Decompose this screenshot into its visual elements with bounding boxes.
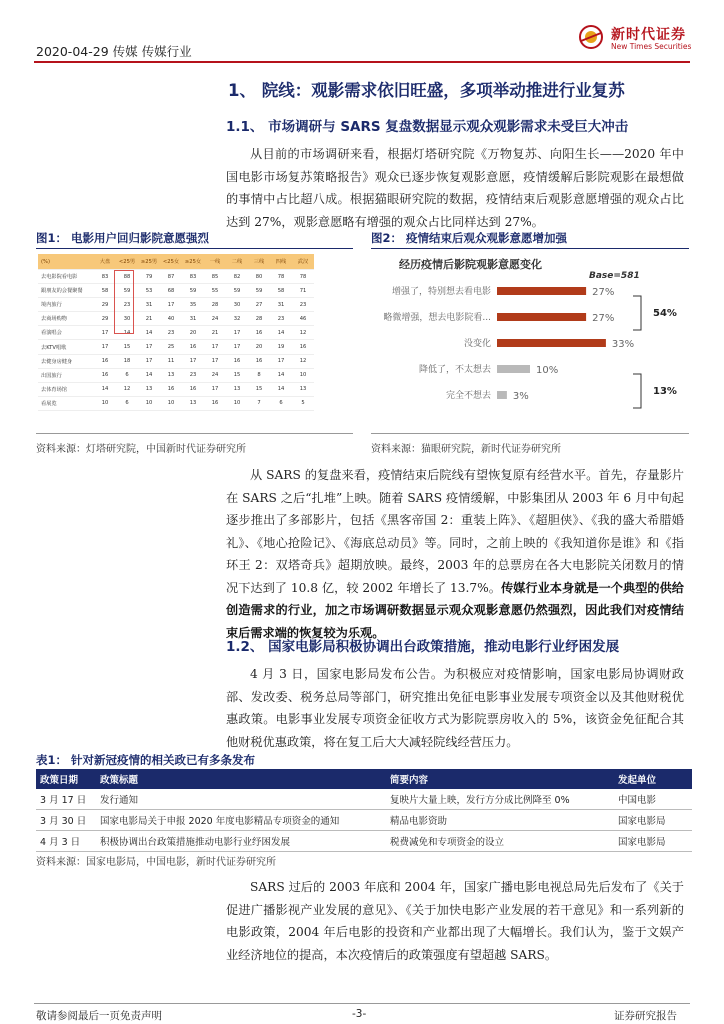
fig1-table-container — [38, 254, 354, 411]
fig1-cell: 16 — [292, 340, 314, 354]
fig2-value-label: 10% — [536, 365, 559, 376]
fig1-cell: 13 — [226, 382, 248, 396]
logo-cn-text: 新时代证券 — [611, 27, 686, 43]
company-logo-icon — [578, 24, 604, 50]
fig1-cell: 58 — [94, 284, 116, 298]
fig1-row-label: 去体育场馆 — [38, 382, 94, 396]
fig2-bracket-bottom-label: 13% — [653, 386, 677, 397]
fig1-cell: 10 — [160, 396, 182, 410]
table1-container — [36, 769, 692, 852]
policy-table-row — [36, 831, 692, 852]
fig1-col-header: 三线 — [248, 254, 270, 270]
fig1-cell: 12 — [292, 354, 314, 368]
policy-cell: 国家电影局 — [614, 810, 692, 831]
fig1-cell: 59 — [226, 284, 248, 298]
fig1-cell: 11 — [160, 354, 182, 368]
fig1-cell: 59 — [116, 284, 138, 298]
fig1-cell: 17 — [204, 340, 226, 354]
fig1-cell: 21 — [138, 312, 160, 326]
fig1-cell: 28 — [204, 298, 226, 312]
fig1-col-header: 武汉 — [292, 254, 314, 270]
policy-cell: 发行通知 — [96, 789, 386, 810]
fig1-cell: 59 — [248, 284, 270, 298]
fig1-cell: 17 — [94, 326, 116, 340]
fig1-row-label: 跟朋友的会餐聚餐 — [38, 284, 94, 298]
policy-cell: 3 月 17 日 — [36, 789, 96, 810]
policy-cell: 国家电影局 — [614, 831, 692, 852]
fig1-bottom-rule — [36, 433, 353, 434]
policy-table-header — [36, 769, 692, 789]
section-1-2-paragraph: 4 月 3 日，国家电影局发布公告。为积极应对疫情影响，国家电影局协调财政部、发改委、税务总局等部门，研究推出免征电影事业发展专项资金以及其他财税优惠政策。电影事业发展专项资金征收方式为影院票房收入的 5%，该资金免征配合其他财税优惠政策，将在复工后大大减轻院线经营压力。 — [226, 667, 684, 749]
fig1-cell: 14 — [270, 382, 292, 396]
fig1-cell: 23 — [182, 368, 204, 382]
fig1-cell: 14 — [138, 326, 160, 340]
fig1-row-label: 去电影院看电影 — [38, 270, 94, 284]
policy-cell: 积极协调出台政策措施推动电影行业纾困发展 — [96, 831, 386, 852]
table1-title: 表1： 针对新冠疫情的相关政已有多条发布 — [36, 753, 256, 767]
fig1-cell: 5 — [292, 396, 314, 410]
fig1-top-rule — [36, 248, 353, 249]
fig1-cell: 87 — [160, 270, 182, 284]
fig1-cell: 7 — [248, 396, 270, 410]
footer-page-number: -3- — [352, 1008, 367, 1020]
fig1-cell: 8 — [248, 368, 270, 382]
fig2-chart — [371, 252, 689, 430]
fig1-cell: 16 — [248, 354, 270, 368]
header-divider — [34, 61, 690, 63]
fig2-category-label: 没变化 — [463, 339, 491, 349]
fig1-row-label: 境内旅行 — [38, 298, 94, 312]
fig1-cell: 31 — [270, 298, 292, 312]
sars-policy-paragraph: SARS 过后的 2003 年底和 2004 年，国家广播电影电视总局先后发布了《关于促进广播影视产业发展的意见》、《关于加快电影产业发展的若干意见》和一系列新的电影政策，2004 年后电影的投资和产业都出现了大幅增长。我们认为，鉴于文娱产业经济地位的提高，本次疫情后的政策强度有望超越 SARS。 — [226, 880, 684, 962]
fig1-cell: 10 — [94, 396, 116, 410]
fig2-bar — [497, 313, 586, 321]
fig2-title: 图2： 疫情结束后观众观影意愿增加强 — [371, 231, 568, 245]
fig1-cell: 10 — [292, 368, 314, 382]
sars-review-paragraph — [226, 464, 684, 644]
fig1-cell: 17 — [138, 354, 160, 368]
policy-col-issuer: 发起单位 — [614, 769, 692, 789]
fig1-row — [38, 326, 314, 340]
policy-cell: 精品电影资助 — [386, 810, 614, 831]
sars-review-conclusion: 传媒行业本身就是一个典型的供给创造需求的行业，加之市场调研数据显示观众观影意愿仍然强烈，因此我们对疫情结束后需求端的恢复较为乐观。 — [226, 580, 684, 640]
fig2-category-label: 略微增强，想去电影院看... — [383, 313, 491, 323]
fig2-source: 资料来源：猫眼研究院，新时代证券研究所 — [371, 444, 561, 455]
fig2-bottom-rule — [371, 433, 689, 434]
fig1-row — [38, 354, 314, 368]
fig1-highlight-box — [114, 270, 134, 334]
fig1-cell: 27 — [248, 298, 270, 312]
fig1-cell: 23 — [116, 298, 138, 312]
policy-cell: 4 月 3 日 — [36, 831, 96, 852]
fig1-cell: 30 — [116, 312, 138, 326]
fig1-cell: 13 — [160, 368, 182, 382]
fig1-cell: 17 — [226, 326, 248, 340]
fig1-cell: 17 — [138, 340, 160, 354]
fig1-cell: 82 — [226, 270, 248, 284]
fig1-cell: 17 — [182, 354, 204, 368]
fig2-bracket-top-label: 54% — [653, 308, 677, 319]
fig1-cell: 21 — [204, 326, 226, 340]
fig1-cell: 6 — [270, 396, 292, 410]
fig2-base-label: Base=581 — [589, 271, 640, 281]
fig1-cell: 29 — [94, 312, 116, 326]
fig1-cell: 16 — [226, 354, 248, 368]
fig2-top-rule — [371, 248, 689, 249]
fig1-row-label: 看展览 — [38, 396, 94, 410]
policy-cell: 3 月 30 日 — [36, 810, 96, 831]
fig1-cell: 40 — [160, 312, 182, 326]
fig1-cell: 17 — [270, 354, 292, 368]
fig1-cell: 80 — [248, 270, 270, 284]
fig1-cell: 13 — [292, 382, 314, 396]
policy-cell: 复映片大量上映，发行方分成比例降至 0% — [386, 789, 614, 810]
fig1-row — [38, 312, 314, 326]
section-1-2-title: 1.2、 国家电影局积极协调出台政策措施，推动电影行业纾困发展 — [226, 639, 620, 655]
fig1-cell: 53 — [138, 284, 160, 298]
fig1-cell: 14 — [138, 368, 160, 382]
fig1-row-label: 去KTV唱歌 — [38, 340, 94, 354]
fig1-cell: 83 — [182, 270, 204, 284]
fig1-table — [38, 254, 314, 411]
fig1-cell: 16 — [248, 326, 270, 340]
fig1-source: 资料来源：灯塔研究院，中国新时代证券研究所 — [36, 444, 246, 455]
fig1-row-label: 看演唱会 — [38, 326, 94, 340]
fig1-cell: 32 — [226, 312, 248, 326]
fig1-cell: 31 — [182, 312, 204, 326]
fig1-row — [38, 340, 314, 354]
fig1-cell: 17 — [204, 354, 226, 368]
fig1-cell: 14 — [116, 326, 138, 340]
footer-divider — [34, 1003, 690, 1004]
fig1-cell: 71 — [292, 284, 314, 298]
section-1-title: 1、 院线：观影需求依旧旺盛，多项举动推进行业复苏 — [228, 81, 625, 100]
fig1-cell: 35 — [182, 298, 204, 312]
fig1-cell: 12 — [116, 382, 138, 396]
fig1-title: 图1： 电影用户回归影院意愿强烈 — [36, 231, 210, 245]
fig1-cell: 15 — [248, 382, 270, 396]
fig1-col-header: ≥25女 — [182, 254, 204, 270]
fig1-cell: 31 — [138, 298, 160, 312]
fig2-value-label: 33% — [611, 339, 635, 350]
fig2-value-label: 27% — [592, 287, 615, 298]
sars-review-text: 从 SARS 的复盘来看，疫情结束后院线有望恢复原有经营水平。首先，存量影片在 SARS 之后“扎堆”上映。随着 SARS 疫情缓解，中影集团从 2003 年 6 月中旬起逐步推出了多部影片，包括《黑客帝国 2：重装上阵》、《超胆侠》、《我的盛大希腊婚礼》、《地心抢险记》、《海底总动员》等。同时，之前上映的《我知道你是谁》和《指环王 2：双塔奇兵》超期放映。最终，2003 年的总票房在各大电影院关闭数月的情况下达到了 10.8 亿，较 2002 年增长了 13.7%。 — [226, 468, 684, 595]
fig2-bar — [497, 365, 530, 373]
fig1-cell: 14 — [94, 382, 116, 396]
fig1-row — [38, 298, 314, 312]
fig1-col-header: ≥25男 — [138, 254, 160, 270]
fig1-cell: 13 — [182, 396, 204, 410]
fig1-cell: 17 — [94, 340, 116, 354]
fig1-col-header: 四线 — [270, 254, 292, 270]
fig1-cell: 24 — [204, 368, 226, 382]
fig1-cell: 14 — [270, 326, 292, 340]
fig2-chart-title: 经历疫情后影院观影意愿变化 — [399, 258, 542, 271]
policy-col-content: 简要内容 — [386, 769, 614, 789]
fig1-cell: 24 — [204, 312, 226, 326]
fig2-bracket-bottom — [633, 374, 641, 408]
fig1-row-label: 去商场购物 — [38, 312, 94, 326]
fig1-cell: 16 — [182, 340, 204, 354]
fig1-row-label: 出国旅行 — [38, 368, 94, 382]
fig1-col-header: 一线 — [204, 254, 226, 270]
fig1-cell: 12 — [292, 326, 314, 340]
logo-en-text: New Times Securities — [611, 42, 692, 51]
fig1-cell: 20 — [182, 326, 204, 340]
fig2-bar — [497, 287, 586, 295]
fig1-col-header: 大盘 — [94, 254, 116, 270]
fig1-cell: 16 — [160, 382, 182, 396]
fig1-cell: 16 — [94, 354, 116, 368]
fig2-category-label: 完全不想去 — [445, 391, 491, 401]
fig1-row-label: 去健身房健身 — [38, 354, 94, 368]
fig2-category-label: 增强了，特别想去看电影 — [391, 287, 491, 297]
fig1-cell: 15 — [116, 340, 138, 354]
fig1-cell: 23 — [292, 298, 314, 312]
policy-cell: 中国电影 — [614, 789, 692, 810]
fig1-cell: 16 — [204, 396, 226, 410]
fig1-cell: 13 — [138, 382, 160, 396]
section-1-1-paragraph: 从目前的市场调研来看，根据灯塔研究院《万物复苏、向阳生长——2020 年中国电影市场复苏策略报告》观众已逐步恢复观影意愿，疫情缓解后影院观影在最想做的事情中占比超八成。根据猫眼研究院的数据，疫情结束后观影意愿增强的观众占比达到 27%，观影意愿略有增强的观众占比同样达到 27%。 — [226, 147, 684, 229]
policy-col-title: 政策标题 — [96, 769, 386, 789]
fig1-cell: 59 — [182, 284, 204, 298]
fig1-cell: 20 — [248, 340, 270, 354]
fig1-cell: 17 — [160, 298, 182, 312]
fig1-col-header: (%) — [38, 254, 94, 270]
section-1-1-title: 1.1、 市场调研与 SARS 复盘数据显示观众观影需求未受巨大冲击 — [226, 119, 629, 135]
fig1-cell: 28 — [248, 312, 270, 326]
fig1-col-header: 二线 — [226, 254, 248, 270]
fig1-row — [38, 396, 314, 410]
header-date-industry: 2020-04-29 传媒 传媒行业 — [36, 44, 192, 59]
fig1-cell: 17 — [226, 340, 248, 354]
policy-cell: 税费减免和专项资金的设立 — [386, 831, 614, 852]
fig1-cell: 16 — [94, 368, 116, 382]
fig1-cell: 79 — [138, 270, 160, 284]
policy-col-date: 政策日期 — [36, 769, 96, 789]
fig1-cell: 85 — [204, 270, 226, 284]
fig2-value-label: 27% — [592, 313, 615, 324]
fig1-cell: 17 — [204, 382, 226, 396]
policy-table-row — [36, 789, 692, 810]
policy-cell: 国家电影局关于申报 2020 年度电影精品专项资金的通知 — [96, 810, 386, 831]
policy-table-row — [36, 810, 692, 831]
fig1-cell: 55 — [204, 284, 226, 298]
fig1-cell: 78 — [270, 270, 292, 284]
fig1-col-header: <25女 — [160, 254, 182, 270]
fig2-category-label: 降低了，不太想去 — [418, 365, 491, 375]
table1-source: 资料来源：国家电影局，中国电影，新时代证券研究所 — [36, 857, 276, 868]
fig1-row — [38, 382, 314, 396]
fig1-cell: 6 — [116, 368, 138, 382]
fig1-cell: 23 — [160, 326, 182, 340]
fig1-cell: 83 — [94, 270, 116, 284]
fig1-cell: 6 — [116, 396, 138, 410]
fig1-row — [38, 368, 314, 382]
fig1-cell: 46 — [292, 312, 314, 326]
fig1-cell: 58 — [270, 284, 292, 298]
fig1-cell: 30 — [226, 298, 248, 312]
fig2-value-label: 3% — [512, 391, 529, 402]
fig1-cell: 25 — [160, 340, 182, 354]
fig1-cell: 15 — [226, 368, 248, 382]
fig2-bracket-top — [633, 296, 641, 330]
fig1-row — [38, 284, 314, 298]
fig1-cell: 18 — [116, 354, 138, 368]
fig1-cell: 10 — [138, 396, 160, 410]
fig1-cell: 88 — [116, 270, 138, 284]
fig2-bar — [497, 391, 507, 399]
footer-disclaimer: 敬请参阅最后一页免责声明 — [36, 1010, 162, 1022]
fig1-cell: 10 — [226, 396, 248, 410]
footer-report-type: 证券研究报告 — [614, 1010, 677, 1022]
fig1-col-header: <25男 — [116, 254, 138, 270]
fig1-cell: 23 — [270, 312, 292, 326]
fig1-cell: 29 — [94, 298, 116, 312]
fig1-cell: 68 — [160, 284, 182, 298]
fig1-row — [38, 270, 314, 284]
fig2-bar — [497, 339, 606, 347]
fig1-cell: 14 — [270, 368, 292, 382]
policy-table — [36, 769, 692, 852]
fig1-cell: 16 — [182, 382, 204, 396]
fig1-header-row — [38, 254, 314, 270]
fig1-cell: 78 — [292, 270, 314, 284]
fig1-cell: 19 — [270, 340, 292, 354]
